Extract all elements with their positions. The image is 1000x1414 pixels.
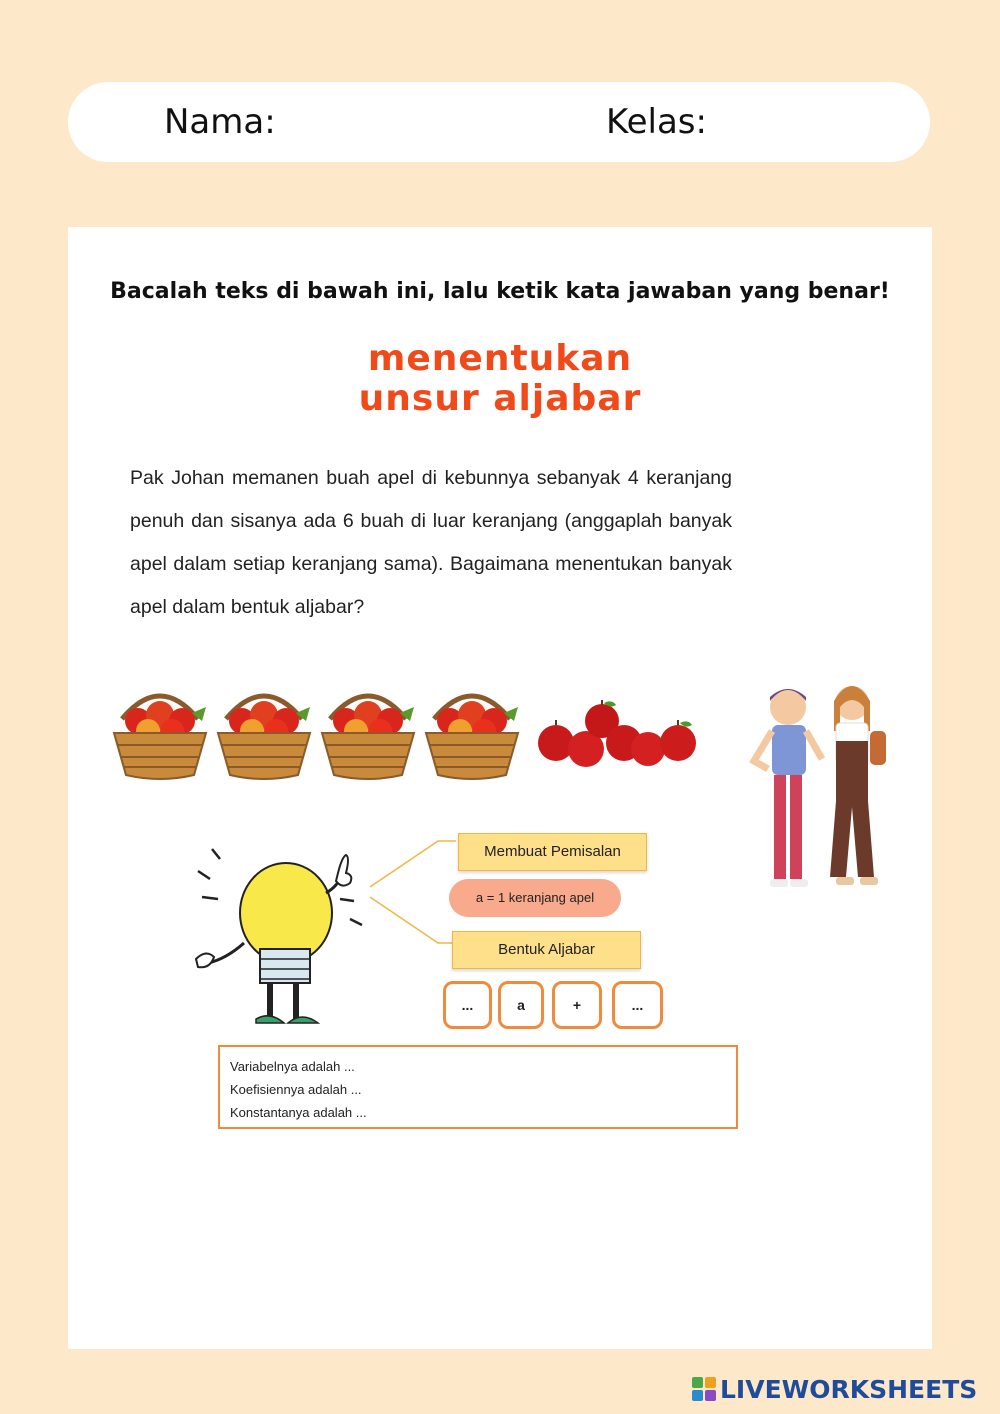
class-label: Kelas: [606, 102, 707, 142]
apple-basket-icon [212, 679, 316, 781]
liveworksheets-logo-icon [692, 1377, 716, 1401]
apple-basket-icon [108, 679, 212, 781]
apple-basket-icon [316, 679, 420, 781]
variable-answer-line[interactable]: Variabelnya adalah ... [230, 1059, 355, 1074]
constant-answer-line[interactable]: Konstantanya adalah ... [230, 1105, 367, 1120]
answer-box [218, 1045, 738, 1129]
assumption-pill: a = 1 keranjang apel [449, 879, 621, 917]
title-line-1: menentukan [367, 338, 633, 379]
worksheet-title [68, 339, 932, 419]
liveworksheets-logo [692, 1374, 977, 1404]
assumption-step-label: Membuat Pemisalan [458, 833, 647, 871]
loose-apples-icon [536, 699, 700, 769]
lightbulb-character-icon [190, 839, 372, 1039]
header-bar [68, 82, 930, 162]
brand-name: LIVEWORKSHEETS [720, 1374, 978, 1404]
title-line-2: unsur aljabar [358, 378, 642, 419]
constant-answer-slot[interactable]: ... [612, 981, 663, 1029]
name-label: Nama: [164, 102, 276, 142]
coefficient-answer-slot[interactable]: ... [443, 981, 492, 1029]
students-illustration [740, 679, 900, 905]
apple-basket-icon [420, 679, 524, 781]
connector-lines [366, 839, 456, 945]
coefficient-answer-line[interactable]: Koefisiennya adalah ... [230, 1082, 362, 1097]
instruction-text: Bacalah teks di bawah ini, lalu ketik kata jawaban yang benar! [110, 279, 890, 304]
worksheet-card [68, 227, 932, 1349]
story-paragraph: Pak Johan memanen buah apel di kebunnya sebanyak 4 keranjang penuh dan sisanya ada 6 buah di luar keranjang (anggaplah banyak apel dalam setiap keranjang sama). Bagaimana menentukan banyak apel dalam bentuk aljabar? [130, 467, 732, 618]
variable-slot: a [498, 981, 544, 1029]
operator-slot: + [552, 981, 602, 1029]
algebra-form-label: Bentuk Aljabar [452, 931, 641, 969]
